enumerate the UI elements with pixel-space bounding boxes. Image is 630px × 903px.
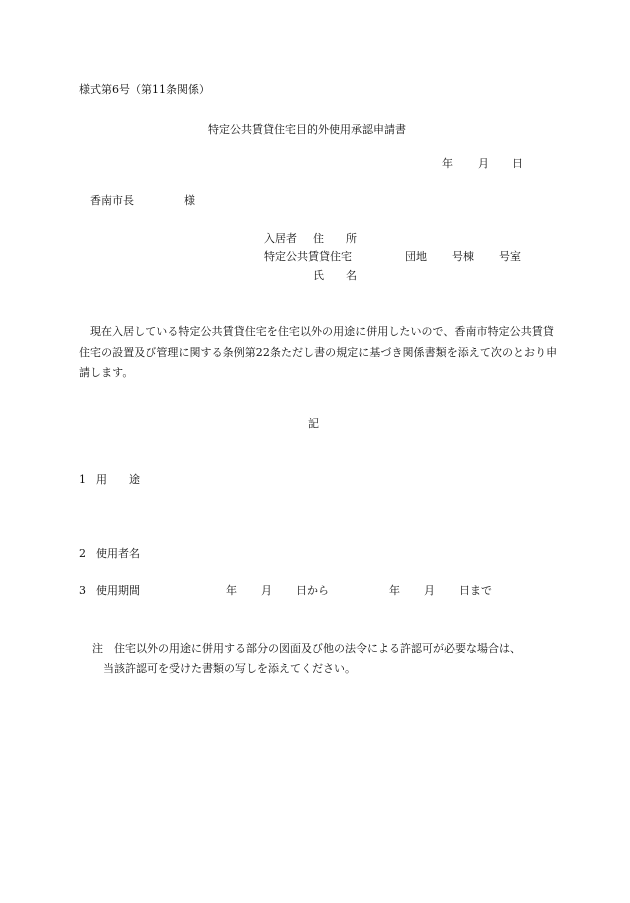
building-label: 号棟 [452, 250, 474, 263]
resident-label: 入居者 [264, 232, 297, 245]
item-number: 3 [79, 584, 86, 597]
form-number: 様式第6号（第11条関係） [79, 83, 210, 96]
complex-label: 団地 [405, 250, 427, 263]
addressee-honorific: 様 [184, 194, 195, 207]
room-label: 号室 [499, 250, 521, 263]
application-statement: 現在入居している特定公共賃貸住宅を住宅以外の用途に併用したいので、香南市特定公共賃貸住宅の設置及び管理に関する条例第22条ただし書の規定に基づき関係書類を添えて次のとおり申請します。 [79, 325, 558, 379]
note-mark: 注 [92, 642, 103, 655]
name-label: 氏 名 [313, 269, 357, 282]
period-to-day: 日まで [459, 584, 492, 597]
note [92, 639, 562, 679]
housing-label: 特定公共賃貸住宅 [264, 250, 352, 263]
item-label: 用 途 [96, 473, 140, 486]
ki-heading: 記 [308, 417, 319, 430]
address-label: 住 所 [313, 232, 357, 245]
date-month-label: 月 [478, 157, 489, 170]
item-label: 使用期間 [96, 584, 140, 597]
addressee-name: 香南市長 [90, 194, 134, 207]
form-title: 特定公共賃貸住宅目的外使用承認申請書 [208, 123, 406, 136]
period-to-year: 年 [389, 584, 400, 597]
item-label: 使用者名 [96, 547, 140, 560]
date-day-label: 日 [512, 157, 523, 170]
period-from-month: 月 [261, 584, 272, 597]
note-line-1: 住宅以外の用途に併用する部分の図面及び他の法令による許認可が必要な場合は、 [114, 642, 521, 655]
item-number: 1 [79, 473, 86, 486]
period-to-month: 月 [424, 584, 435, 597]
note-line-2: 当該許認可を受けた書類の写しを添えてください。 [103, 662, 356, 675]
item-number: 2 [79, 547, 86, 560]
date-year-label: 年 [442, 157, 453, 170]
period-from-year: 年 [226, 584, 237, 597]
period-from-day: 日から [296, 584, 329, 597]
